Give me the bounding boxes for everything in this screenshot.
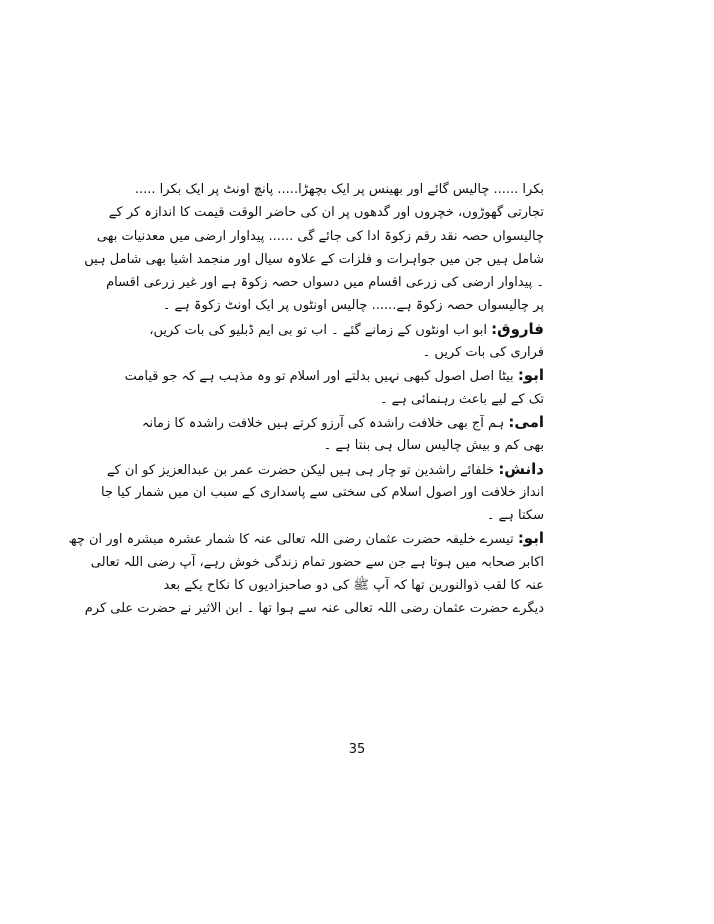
text-line: انداز خلافت اور اصول اسلام کی سختی سے پاسداری کے سبب ان میں شمار کیا جا <box>101 484 544 500</box>
dialogue-line <box>68 527 544 550</box>
text-line: بھی کم و بیش چالیس سال ہی بنتا ہے ۔ <box>323 438 544 454</box>
text-line: ۔ پیداوار ارضی کی زرعی اقسام میں دسواں حصہ زکوۃ ہے اور غیر زرعی اقسام <box>106 275 544 291</box>
speaker-label: امی: <box>508 412 544 431</box>
speaker-label: فاروق: <box>491 319 544 338</box>
text-line: فراری کی بات کریں ۔ <box>422 345 544 361</box>
speaker-label: ابو: <box>517 529 544 548</box>
text-line: شامل ہیں جن میں جواہرات و فلزات کے علاوہ سیال اور منجمد اشیا بھی شامل ہیں <box>84 251 544 267</box>
text-line: بکرا ...... چالیس گائے اور بھینس پر ایک بچھڑا..... پانچ اونٹ پر ایک بکرا ..... <box>134 182 544 197</box>
dialogue-line <box>106 458 544 481</box>
text-line: سکتا ہے ۔ <box>486 508 544 524</box>
speaker-label: ابو: <box>517 366 544 385</box>
urdu-text-block <box>68 178 544 621</box>
text-line: عنہ کا لقب ذوالنورین تھا کہ آپ ﷺ کی دو صاحبزادیوں کا نکاح یکے بعد <box>163 578 544 594</box>
dialogue-line <box>124 364 544 387</box>
dialogue-text: ہم آج بھی خلافت راشدہ کی آرزو کرتے ہیں خلافت راشدہ کا زمانہ <box>141 415 505 431</box>
dialogue-line <box>149 318 544 341</box>
text-line: تجارتی گھوڑوں، خچروں اور گدھوں پر ان کی حاضر الوقت قیمت کا اندازہ کر کے <box>108 205 544 221</box>
dialogue-text: تیسرے خلیفہ حضرت عثمان رضی اللہ تعالی عنہ کا شمار عشرہ مبشرہ اور ان چھ <box>68 532 514 548</box>
dialogue-text: خلفائے راشدین تو چار ہی ہیں لیکن حضرت عمر بن عبدالعزیز کو ان کے <box>106 462 495 478</box>
speaker-label: دانش: <box>498 459 544 478</box>
dialogue-text: بیٹا اصل اصول کبھی نہیں بدلتے اور اسلام تو وہ مذہب ہے کہ جو قیامت <box>124 369 514 385</box>
page-number: 35 <box>348 742 366 757</box>
dialogue-text: ابو اب اونٹوں کے زمانے گئے ۔ اب تو بی ایم ڈبلیو کی بات کریں، <box>149 322 488 338</box>
text-line: دیگرے حضرت عثمان رضی اللہ تعالی عنہ سے ہوا تھا ۔ ابن الاثیر نے حضرت علی کرم <box>84 601 544 617</box>
text-line: پر چالیسواں حصہ زکوۃ ہے...... چالیس اونٹوں پر ایک اونٹ زکوۃ ہے ۔ <box>162 298 544 314</box>
dialogue-line <box>141 411 544 434</box>
text-line: چالیسواں حصہ نقد رقم زکوۃ ادا کی جائے گی ...... پیداوار ارضی میں معدنیات بھی <box>96 228 544 244</box>
text-line: تک کے لیے باعث رہنمائی ہے ۔ <box>379 391 544 407</box>
text-line: اکابر صحابہ میں ہوتا ہے جن سے حضور تمام زندگی خوش رہے، آپ رضی اللہ تعالی <box>90 554 544 570</box>
